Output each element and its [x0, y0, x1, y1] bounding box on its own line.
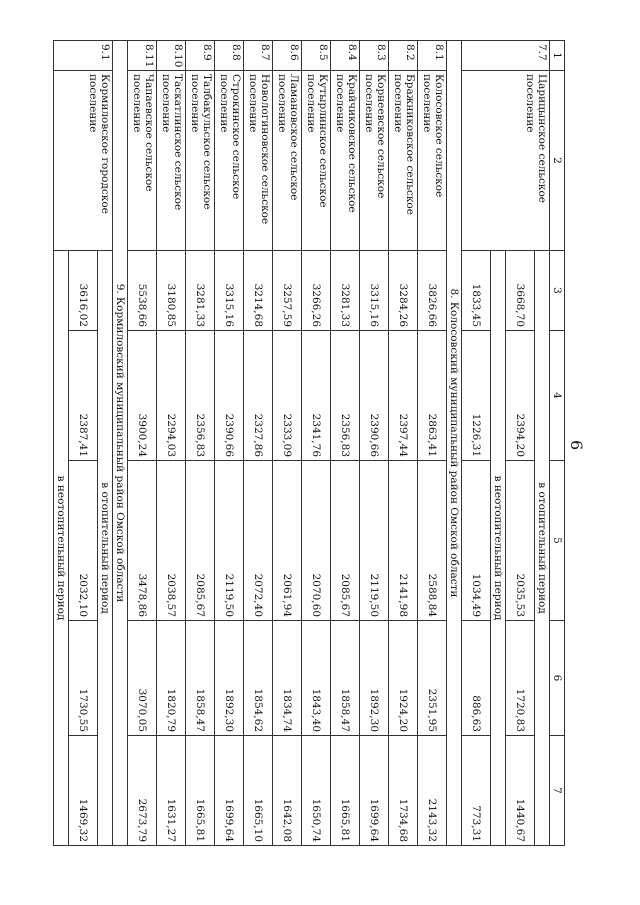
table-row	[302, 41, 331, 846]
value-cell: 2294,03	[157, 331, 186, 461]
value-cell: 3266,26	[302, 251, 331, 331]
table-row	[244, 41, 273, 846]
value-cell: 2588,84	[418, 461, 447, 621]
row-index: 8.8	[215, 41, 244, 71]
value-cell: 773,31	[462, 736, 491, 846]
value-cell: 3900,24	[128, 331, 157, 461]
row-name: Ламановское сельское поселение	[273, 71, 302, 251]
value-cell: 1642,08	[273, 736, 302, 846]
header-cell: 2	[550, 71, 565, 251]
value-cell: 3478,86	[128, 461, 157, 621]
row-name: Таскатлинское сельское поселение	[157, 71, 186, 251]
value-cell: 3180,85	[157, 251, 186, 331]
value-cell: 1665,81	[331, 736, 360, 846]
value-cell: 3070,05	[128, 621, 157, 736]
value-cell: 1892,30	[360, 621, 389, 736]
table-row	[215, 41, 244, 846]
row-index: 8.7	[244, 41, 273, 71]
tariff-table-container	[53, 40, 565, 845]
value-cell: 2356,83	[186, 331, 215, 461]
row-name: Кормиловское городское поселение	[54, 71, 113, 251]
value-cell: 1892,30	[215, 621, 244, 736]
value-cell: 1820,79	[157, 621, 186, 736]
value-cell: 3257,59	[273, 251, 302, 331]
value-cell: 3281,33	[331, 251, 360, 331]
table-row	[128, 41, 157, 846]
value-cell: 1730,55	[69, 621, 98, 736]
value-cell: 3668,70	[506, 251, 535, 331]
table-row	[157, 41, 186, 846]
header-cell: 1	[550, 41, 565, 71]
value-cell: 1699,64	[215, 736, 244, 846]
value-cell: 2119,50	[360, 461, 389, 621]
value-cell: 2863,41	[418, 331, 447, 461]
row-index: 8.2	[389, 41, 418, 71]
value-cell: 2390,66	[215, 331, 244, 461]
value-cell: 2333,09	[273, 331, 302, 461]
header-cell: 7	[550, 736, 565, 846]
table-row	[331, 41, 360, 846]
value-cell: 3281,33	[186, 251, 215, 331]
section-9-row	[113, 41, 128, 846]
value-cell: 1924,20	[389, 621, 418, 736]
row-index: 8.10	[157, 41, 186, 71]
value-cell: 1034,49	[462, 461, 491, 621]
value-cell: 2397,44	[389, 331, 418, 461]
section-title: 8. Колосовский муниципальный район Омской области	[447, 41, 462, 846]
value-cell: 2356,83	[331, 331, 360, 461]
row-name: Бражниковское сельское поселение	[389, 71, 418, 251]
section-8-row	[447, 41, 462, 846]
row-9-1-heating-label	[98, 41, 113, 846]
section-title: 9. Кормиловский муниципальный район Омской области	[113, 41, 128, 846]
row-index: 8.6	[273, 41, 302, 71]
row-index: 8.5	[302, 41, 331, 71]
value-cell: 1650,74	[302, 736, 331, 846]
value-cell: 1665,81	[186, 736, 215, 846]
row-name: Корнеевское сельское поселение	[360, 71, 389, 251]
value-cell: 2394,20	[506, 331, 535, 461]
row-name: Кутырлинское сельское поселение	[302, 71, 331, 251]
header-cell: 5	[550, 461, 565, 621]
value-cell: 1440,67	[506, 736, 535, 846]
value-cell: 2119,50	[215, 461, 244, 621]
row-index: 8.4	[331, 41, 360, 71]
section-8-rows	[128, 41, 447, 846]
value-cell: 2390,66	[360, 331, 389, 461]
table-row	[418, 41, 447, 846]
value-cell: 5538,66	[128, 251, 157, 331]
value-cell: 2061,94	[273, 461, 302, 621]
table-row	[389, 41, 418, 846]
row-index: 8.1	[418, 41, 447, 71]
row-7-7-heating-label	[535, 41, 550, 846]
value-cell: 3214,68	[244, 251, 273, 331]
value-cell: 2038,57	[157, 461, 186, 621]
row-index: 9.1	[54, 41, 113, 71]
value-cell: 2072,40	[244, 461, 273, 621]
value-cell: 1858,47	[331, 621, 360, 736]
value-cell: 3826,66	[418, 251, 447, 331]
value-cell: 3315,16	[215, 251, 244, 331]
period-label: в отопительный период	[98, 251, 113, 846]
value-cell: 2035,53	[506, 461, 535, 621]
row-name: Талбакульское сельское поселение	[186, 71, 215, 251]
row-name: Колосовское сельское поселение	[418, 71, 447, 251]
value-cell: 2070,60	[302, 461, 331, 621]
value-cell: 3284,26	[389, 251, 418, 331]
period-label: в отопительный период	[535, 251, 550, 846]
value-cell: 2141,98	[389, 461, 418, 621]
header-cell: 4	[550, 331, 565, 461]
value-cell: 1226,31	[462, 331, 491, 461]
row-index: 7.7	[462, 41, 550, 71]
value-cell: 886,63	[462, 621, 491, 736]
table-row	[360, 41, 389, 846]
value-cell: 2032,10	[69, 461, 98, 621]
value-cell: 1833,45	[462, 251, 491, 331]
header-row	[550, 41, 565, 846]
table-row	[186, 41, 215, 846]
value-cell: 1469,32	[69, 736, 98, 846]
value-cell: 2143,32	[418, 736, 447, 846]
value-cell: 1665,10	[244, 736, 273, 846]
row-name: Чапаевское сельское поселение	[128, 71, 157, 251]
value-cell: 2673,79	[128, 736, 157, 846]
row-index: 8.11	[128, 41, 157, 71]
value-cell: 3616,02	[69, 251, 98, 331]
row-name: Крайчиковское сельское поселение	[331, 71, 360, 251]
row-index: 8.3	[360, 41, 389, 71]
value-cell: 1699,64	[360, 736, 389, 846]
value-cell: 2341,76	[302, 331, 331, 461]
value-cell: 2085,67	[331, 461, 360, 621]
row-name: Строкинское сельское поселение	[215, 71, 244, 251]
header-cell: 3	[550, 251, 565, 331]
value-cell: 1858,47	[186, 621, 215, 736]
period-label: в неотопительный период	[491, 251, 506, 846]
value-cell: 1734,68	[389, 736, 418, 846]
value-cell: 1834,74	[273, 621, 302, 736]
row-name: Царицынское сельское поселение	[462, 71, 550, 251]
value-cell: 1720,83	[506, 621, 535, 736]
value-cell: 2351,95	[418, 621, 447, 736]
value-cell: 1631,27	[157, 736, 186, 846]
table-row	[273, 41, 302, 846]
row-name: Новологиновское сельское поселение	[244, 71, 273, 251]
value-cell: 2085,67	[186, 461, 215, 621]
value-cell: 1854,62	[244, 621, 273, 736]
value-cell: 1843,40	[302, 621, 331, 736]
value-cell: 2327,86	[244, 331, 273, 461]
header-cell: 6	[550, 621, 565, 736]
row-index: 8.9	[186, 41, 215, 71]
tariff-table	[53, 40, 565, 846]
value-cell: 3315,16	[360, 251, 389, 331]
period-label: в неотопительный период	[54, 251, 69, 846]
page-number: 6	[567, 440, 586, 451]
value-cell: 2387,41	[69, 331, 98, 461]
